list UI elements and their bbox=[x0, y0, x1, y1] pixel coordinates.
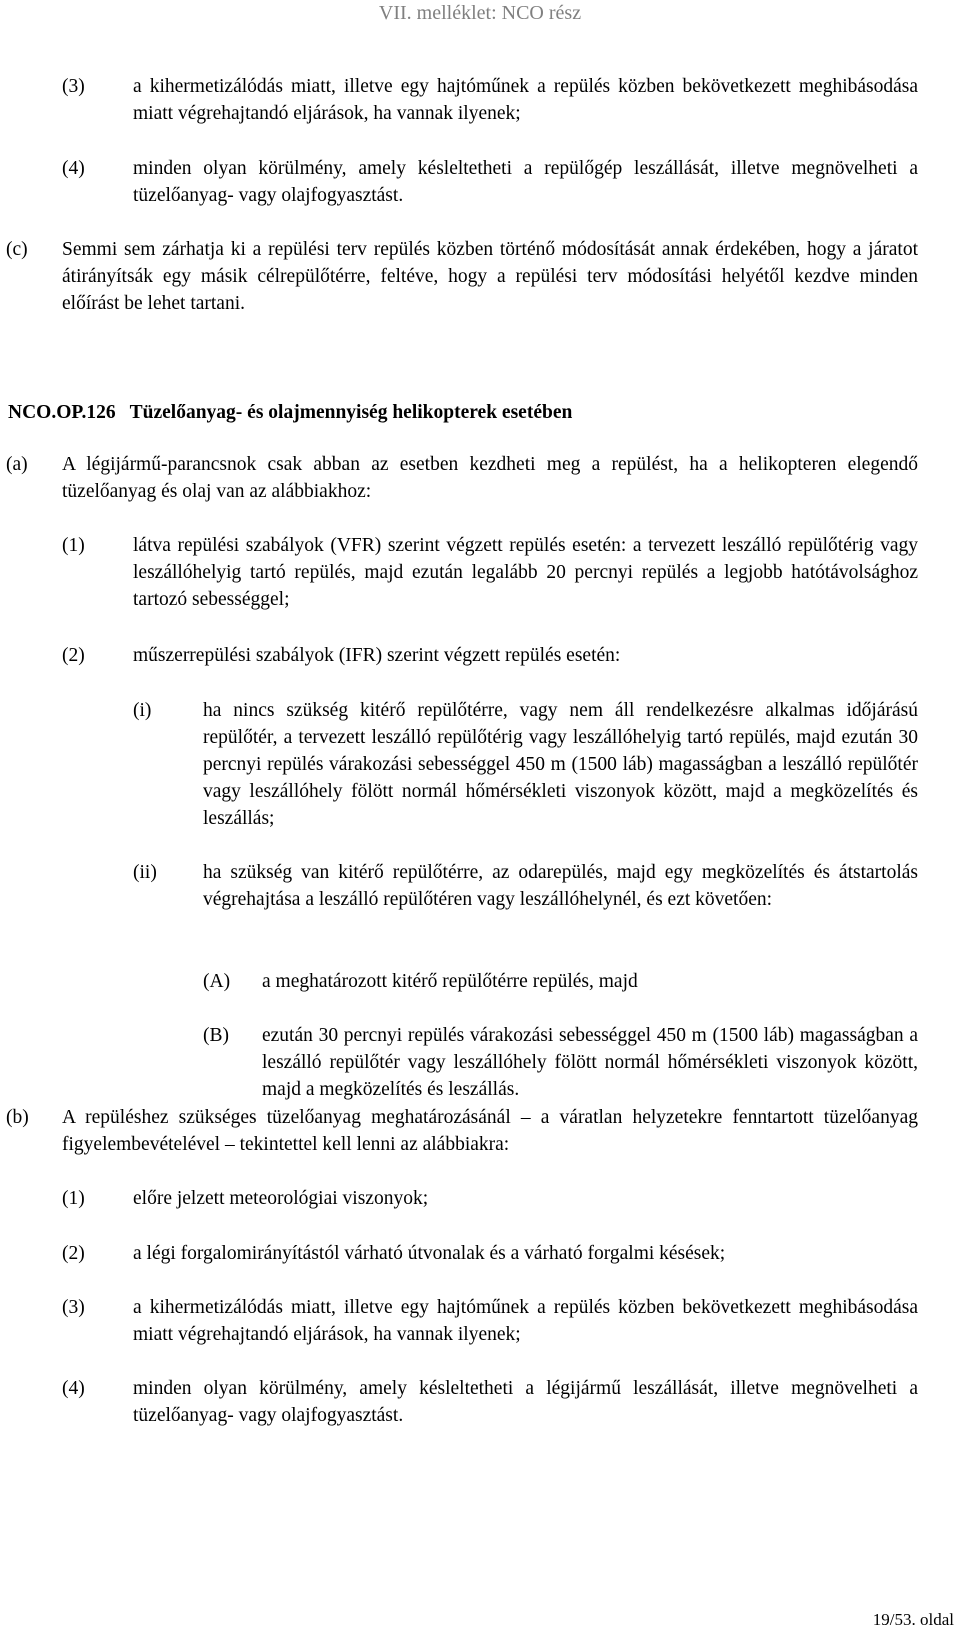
item-text: műszerrepülési szabályok (IFR) szerint végzett repülés esetén: bbox=[133, 645, 621, 666]
item-text: ha nincs szükség kitérő repülőtérre, vagy nem áll rendelkezésre alkalmas időjárású repülőtér, a tervezett leszálló repülőtérig vagy leszállóhelyig tartó repülés, majd ezután 30 percnyi repülés várakozási sebességgel 450 m (1500 láb) magasságban a leszálló repülőtér vagy leszállóhely fölött normál hőmérsékleti viszonyok között, majd a megközelítés és leszállás; bbox=[203, 700, 918, 829]
item-text: minden olyan körülmény, amely késleltetheti a repülőgép leszállását, illetve megnövelheti a tüzelőanyag- vagy olajfogyasztást. bbox=[133, 158, 918, 206]
item-marker: (2) bbox=[62, 1243, 85, 1264]
item-text: ezután 30 percnyi repülés várakozási sebességgel 450 m (1500 láb) magasságban a leszálló repülőtér vagy leszállóhely fölött normál hőmérsékleti viszonyok között, majd a megközelítés és leszállás. bbox=[262, 1025, 918, 1100]
item-marker: (3) bbox=[62, 1297, 85, 1318]
item-text: a kihermetizálódás miatt, illetve egy hajtóműnek a repülés közben bekövetkezett meghibásodása miatt végrehajtandó eljárások, ha vannak ilyenek; bbox=[133, 1297, 918, 1345]
item-marker: (ii) bbox=[133, 862, 157, 883]
item-text: ha szükség van kitérő repülőtérre, az odarepülés, majd egy megközelítés és átstartolás végrehajtása a leszálló repülőtéren vagy leszállóhelynél, és ezt követően: bbox=[203, 862, 918, 910]
item-marker: (1) bbox=[62, 1188, 85, 1209]
item-text: látva repülési szabályok (VFR) szerint végzett repülés esetén: a tervezett leszálló repülőtérig vagy leszállóhelyig tartó repülés, majd ezután legalább 20 percnyi repülés a legjobb hatótávolsághoz tartozó sebességgel; bbox=[133, 535, 918, 610]
item-marker: (a) bbox=[6, 454, 28, 475]
item-marker: (3) bbox=[62, 76, 85, 97]
item-text: a kihermetizálódás miatt, illetve egy hajtóműnek a repülés közben bekövetkezett meghibásodása miatt végrehajtandó eljárások, ha vannak ilyenek; bbox=[133, 76, 918, 124]
item-text: Semmi sem zárhatja ki a repülési terv repülés közben történő módosítását annak érdekében, hogy a járatot átirányítsák egy másik célrepülőtérre, feltéve, hogy a repülési terv módosítási helyétől kezdve minden előírást be lehet tartani. bbox=[62, 239, 918, 314]
item-marker: (B) bbox=[203, 1025, 229, 1046]
item-text: A légijármű-parancsnok csak abban az esetben kezdheti meg a repülést, ha a helikopteren elegendő tüzelőanyag és olaj van az alábbiakhoz: bbox=[62, 454, 918, 502]
item-marker: (2) bbox=[62, 645, 85, 666]
item-marker: (4) bbox=[62, 158, 85, 179]
item-marker: (A) bbox=[203, 971, 231, 992]
item-text: minden olyan körülmény, amely késleltetheti a légijármű leszállását, illetve megnövelheti a tüzelőanyag- vagy olajfogyasztást. bbox=[133, 1378, 918, 1426]
item-text: A repüléshez szükséges tüzelőanyag meghatározásánál – a váratlan helyzetekre fenntartott tüzelőanyag figyelembevételével – tekintettel kell lenni az alábbiakra: bbox=[62, 1107, 918, 1155]
item-text: előre jelzett meteorológiai viszonyok; bbox=[133, 1188, 429, 1209]
item-marker: (c) bbox=[6, 239, 28, 260]
item-text: a meghatározott kitérő repülőtérre repülés, majd bbox=[262, 971, 638, 992]
item-marker: (1) bbox=[62, 535, 85, 556]
page-number: 19/53. oldal bbox=[872, 1610, 954, 1629]
item-marker: (b) bbox=[6, 1107, 29, 1128]
item-marker: (4) bbox=[62, 1378, 85, 1399]
section-id: NCO.OP.126 bbox=[8, 402, 116, 423]
page-header: VII. melléklet: NCO rész bbox=[378, 2, 582, 24]
item-text: a légi forgalomirányítástól várható útvonalak és a várható forgalmi késések; bbox=[133, 1243, 726, 1264]
section-heading bbox=[8, 399, 572, 426]
section-title: Tüzelőanyag- és olajmennyiség helikopterek esetében bbox=[129, 402, 573, 423]
item-marker: (i) bbox=[133, 700, 152, 721]
